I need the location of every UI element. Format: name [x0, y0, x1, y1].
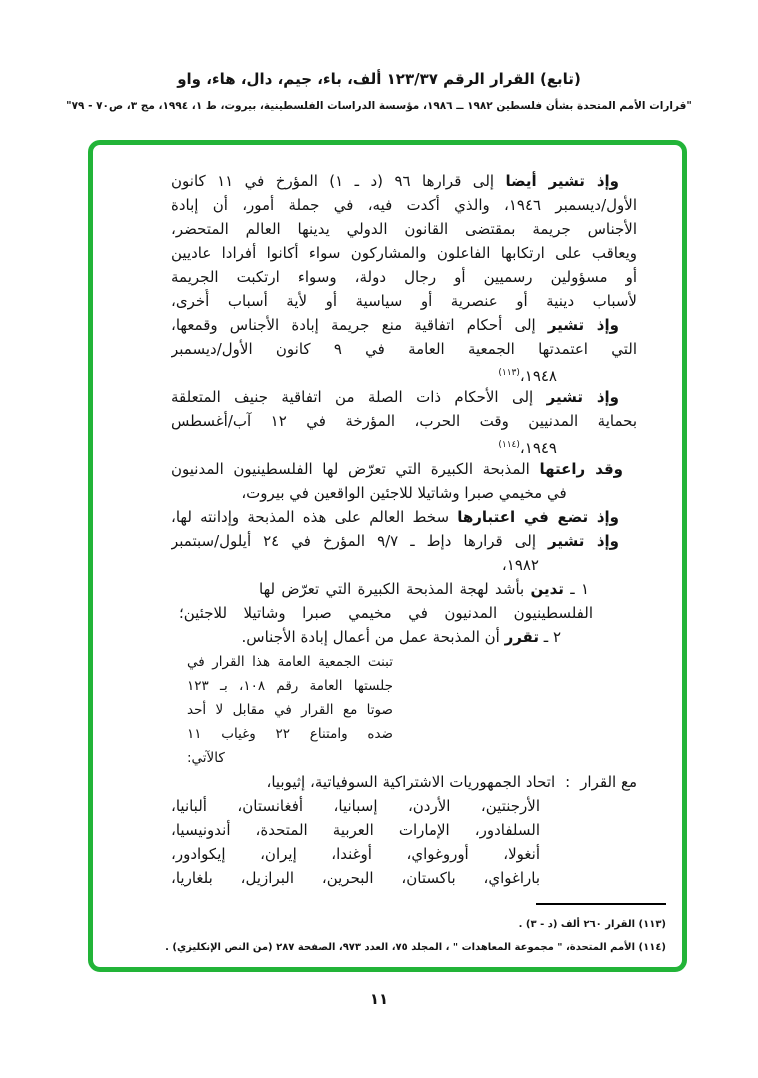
line-text: المذبحة الكبيرة التي تعرّض لها الفلسطينيون المدنيون	[171, 460, 540, 478]
vote-label: مع القرار	[580, 773, 637, 791]
line-text: التي اعتمدتها الجمعية العامة في ٩ كانون الأول/ديسمبر	[171, 340, 637, 358]
vote-first-countries: اتحاد الجمهوريات الاشتراكية السوفياتية، إثيوبيا،	[266, 773, 556, 791]
adoption-line	[187, 650, 393, 674]
line-text: صوتا مع القرار في مقابل لا أحد	[187, 702, 393, 718]
line-text: إلى الأحكام ذات الصلة من اتفاقية جنيف المتعلقة	[171, 388, 547, 406]
resolution-line	[171, 241, 637, 265]
line-text: أو مسؤولين رسميين أو رجال دولة، وسواء ارتكبت الجريمة	[171, 268, 637, 286]
header-resolution-title: (تابع) القرار الرقم ١٢٣/٣٧ ألف، باء، جيم، دال، هاء، واو	[177, 70, 581, 88]
item-number: ١ ـ	[563, 580, 590, 598]
vote-in-favour-line	[171, 770, 637, 794]
footnote-reference: (١١٤)	[498, 440, 520, 450]
footnote-separator-rule	[536, 903, 666, 905]
footnote-reference: (١١٣)	[498, 368, 520, 378]
resolution-line	[171, 529, 637, 553]
line-text: ويعاقب على ارتكابها الفاعلون والمشاركون سواء أكانوا أفرادا عاديين	[171, 244, 637, 262]
line-text: بحماية المدنيين وقت الحرب، المؤرخة في ١٢ آب/أغسطس	[171, 412, 637, 430]
resolution-line	[171, 553, 637, 577]
line-text: أنغولا، أوروغواي، أوغندا، إيران، إيكوادور،	[171, 845, 540, 863]
line-text: الفلسطينيون المدنيون في مخيمي صبرا وشاتيلا للاجئين؛	[179, 604, 593, 622]
line-text: الأرجنتين، الأردن، إسبانيا، أفغانستان، ألبانيا،	[171, 797, 540, 815]
adoption-line	[187, 722, 393, 746]
vote-colon: :	[565, 773, 571, 791]
line-text: ١٩٨٢،	[501, 556, 539, 574]
resolution-line	[171, 409, 637, 433]
resolution-line	[171, 217, 637, 241]
country-list-line	[171, 866, 540, 890]
line-text: باراغواي، باكستان، البحرين، البرازيل، بلغاريا،	[171, 869, 540, 887]
resolution-line	[171, 433, 637, 457]
green-annotation-frame	[88, 140, 687, 972]
resolution-body-text	[171, 169, 637, 649]
item-number: ٢ ـ	[539, 628, 561, 646]
resolution-line	[171, 265, 637, 289]
line-text: بأشد لهجة المذبحة الكبيرة التي تعرّض لها	[259, 580, 531, 598]
adoption-line	[187, 674, 393, 698]
footnote-line: (١١٤) الأمم المتحدة، " مجموعة المعاهدات " ، المجلد ٧٥، العدد ٩٧٣، الصفحة ٢٨٧ (من النص الإنكليزي) .	[165, 942, 666, 953]
resolution-line	[171, 601, 637, 625]
line-text: تبنت الجمعية العامة هذا القرار في	[187, 654, 393, 670]
line-text: ١٩٤٩،	[519, 439, 557, 457]
line-text: السلفادور، الإمارات العربية المتحدة، أندونيسيا،	[171, 821, 540, 839]
bold-lead-phrase: تدين	[530, 580, 564, 598]
line-text: الأجناس جريمة بمقتضى القانون الدولي يدينها العالم المتحضر،	[171, 220, 637, 238]
bold-lead-phrase: وقد راعتها	[539, 460, 624, 478]
resolution-line	[171, 169, 637, 193]
bold-lead-phrase: وإذ تشير	[547, 316, 619, 334]
bold-lead-phrase: تقرر	[504, 628, 539, 646]
vote-country-list	[171, 794, 540, 890]
resolution-line	[171, 457, 637, 481]
line-text: جلستها العامة رقم ١٠٨، بـ ١٢٣	[187, 678, 393, 694]
resolution-line	[171, 385, 637, 409]
line-text: سخط العالم على هذه المذبحة وإدانته لها،	[171, 508, 458, 526]
line-text: إلى قرارها دإط ـ ٩/٧ المؤرخ في ٢٤ أيلول/سبتمبر	[171, 532, 549, 550]
line-text: لأسباب دينية أو عنصرية أو سياسية أو لأية أسباب أُخرى،	[171, 292, 637, 310]
adoption-note	[187, 650, 393, 770]
resolution-line	[171, 625, 637, 649]
resolution-line	[171, 577, 637, 601]
resolution-line	[171, 481, 637, 505]
resolution-line	[171, 337, 637, 361]
bold-lead-phrase: وإذ تشير	[546, 388, 619, 406]
resolution-line	[171, 193, 637, 217]
footnotes-block	[153, 913, 666, 959]
adoption-line	[187, 746, 393, 770]
country-list-line	[171, 842, 540, 866]
line-text: أن المذبحة عمل من أعمال إبادة الأجناس.	[241, 628, 505, 646]
line-text: كالآتي:	[187, 750, 225, 766]
adoption-line	[187, 698, 393, 722]
country-list-line	[171, 794, 540, 818]
line-text: الأول/ديسمبر ١٩٤٦، والذي أكدت فيه، في جملة أمور، أن إبادة	[171, 196, 637, 214]
resolution-line	[171, 313, 637, 337]
resolution-line	[171, 361, 637, 385]
country-list-line	[171, 818, 540, 842]
bold-lead-phrase: وإذ تشير أيضا	[505, 172, 619, 190]
bold-lead-phrase: وإذ تضع في اعتبارها	[457, 508, 619, 526]
bold-lead-phrase: وإذ تشير	[548, 532, 619, 550]
line-text: في مخيمي صبرا وشاتيلا للاجئين الواقعين في بيروت،	[241, 484, 567, 502]
header-source-citation: "قرارات الأمم المتحدة بشأن فلسطين ١٩٨٢ ــ ١٩٨٦، مؤسسة الدراسات الفلسطينية، بيروت، ط ١، ١٩٩٤، مج ٣، ص٧٠ - ٧٩"	[66, 100, 692, 112]
line-text: ١٩٤٨،	[519, 367, 557, 385]
line-text: إلى أحكام اتفاقية منع جريمة إبادة الأجناس وقمعها،	[171, 316, 548, 334]
line-text: إلى قرارها ٩٦ (د ـ ١) المؤرخ في ١١ كانون	[171, 172, 506, 190]
footnote-line: (١١٣) القرار ٢٦٠ ألف (د - ٣) .	[518, 919, 666, 930]
page-number: ١١	[369, 990, 389, 1008]
resolution-line	[171, 505, 637, 529]
resolution-line	[171, 289, 637, 313]
line-text: ضده وامتناع ٢٢ وغياب ١١	[187, 726, 393, 742]
